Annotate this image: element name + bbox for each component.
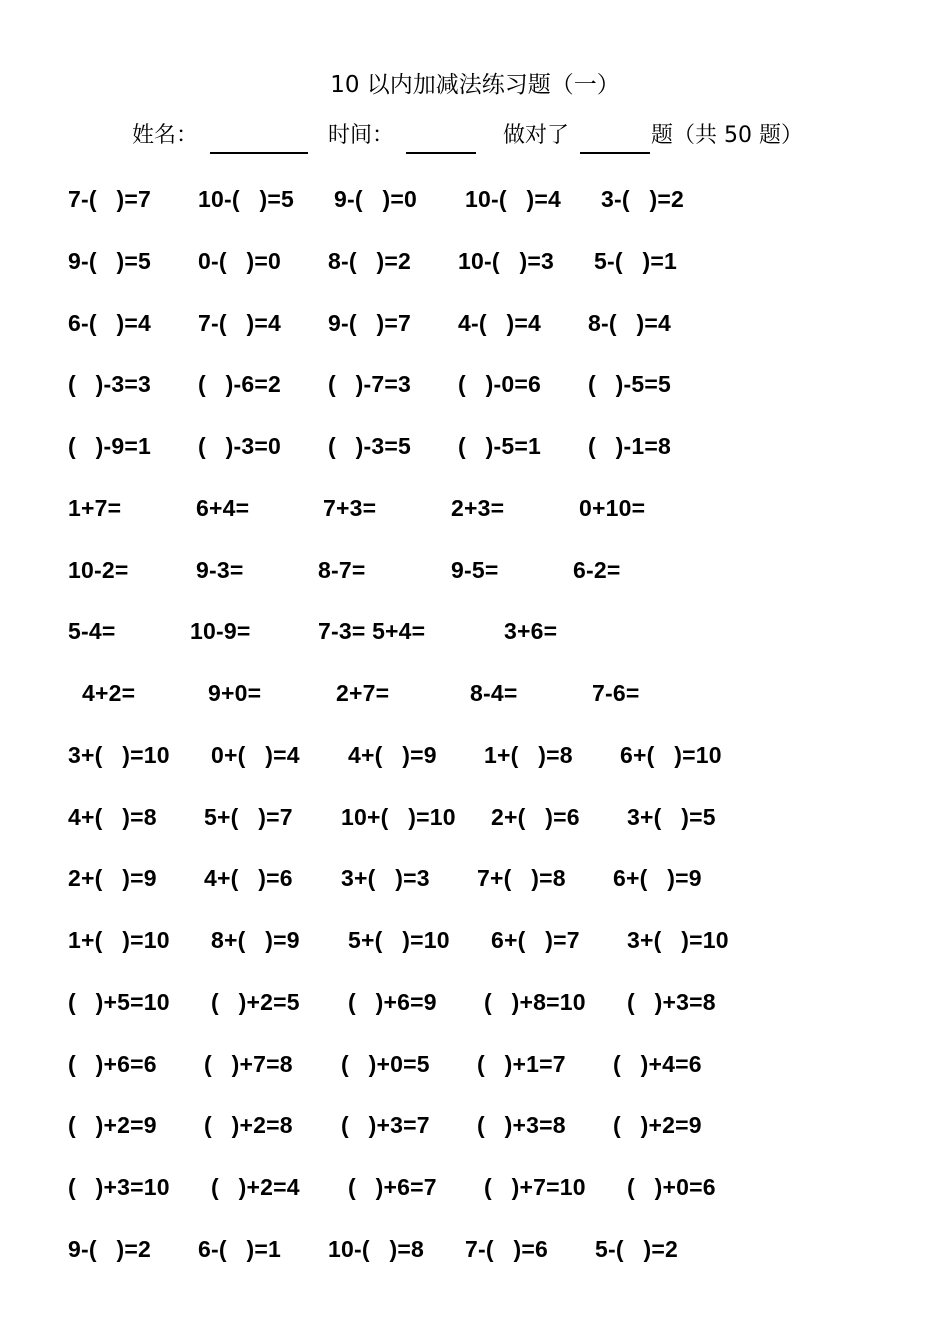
problem-item: 6+4=: [196, 495, 250, 521]
problem-item: 5-( )=1: [594, 248, 677, 274]
problem-item: ( )+6=6: [68, 1051, 157, 1077]
problem-item: 4+( )=6: [204, 865, 293, 891]
problem-item: ( )+8=10: [484, 989, 586, 1015]
problem-item: 9-3=: [196, 557, 244, 583]
problem-item: 3+( )=3: [341, 865, 430, 891]
problem-item: 7-( )=7: [68, 186, 151, 212]
problem-item: 0+10=: [579, 495, 646, 521]
problem-item: 8+( )=9: [211, 927, 300, 953]
problem-item: ( )-3=3: [68, 371, 151, 397]
problem-item: ( )+1=7: [477, 1051, 566, 1077]
problem-item: 4+( )=8: [68, 804, 157, 830]
problem-item: 6-( )=4: [68, 310, 151, 336]
problem-item: 4+2=: [82, 680, 136, 706]
problem-item: 7+( )=8: [477, 865, 566, 891]
problem-item: ( )-5=1: [458, 433, 541, 459]
problem-item: 10-( )=8: [328, 1236, 424, 1262]
problem-item: ( )+2=8: [204, 1112, 293, 1138]
problem-item: 10-( )=5: [198, 186, 294, 212]
problem-item: ( )+3=7: [341, 1112, 430, 1138]
problem-item: 10-2=: [68, 557, 129, 583]
problem-item: ( )+7=10: [484, 1174, 586, 1200]
problem-item: 7+3=: [323, 495, 377, 521]
problem-item: 10-( )=4: [465, 186, 561, 212]
problem-item: 7-( )=6: [465, 1236, 548, 1262]
problem-item: 2+7=: [336, 680, 390, 706]
problem-item: ( )-5=5: [588, 371, 671, 397]
problem-item: ( )-1=8: [588, 433, 671, 459]
problem-item: 5+( )=10: [348, 927, 450, 953]
problem-item: ( )+2=4: [211, 1174, 300, 1200]
total-label: 题（共 50 题）: [651, 123, 803, 148]
name-blank[interactable]: [208, 118, 308, 154]
problem-item: 9+0=: [208, 680, 262, 706]
problem-item: ( )-7=3: [328, 371, 411, 397]
problem-item: ( )+2=5: [211, 989, 300, 1015]
problem-item: 9-5=: [451, 557, 499, 583]
problem-item: 10-( )=3: [458, 248, 554, 274]
time-blank[interactable]: [404, 118, 476, 154]
problem-item: ( )+3=10: [68, 1174, 170, 1200]
problem-item: 7-( )=4: [198, 310, 281, 336]
problem-item: ( )+3=8: [627, 989, 716, 1015]
problem-item: 8-4=: [470, 680, 518, 706]
name-label: 姓名：: [132, 123, 199, 148]
problem-item: ( )+5=10: [68, 989, 170, 1015]
problem-item: 2+( )=6: [491, 804, 580, 830]
student-info-line: [0, 118, 950, 154]
problem-item: 5-4=: [68, 618, 116, 644]
problem-item: ( )+2=9: [68, 1112, 157, 1138]
problem-item: ( )+2=9: [613, 1112, 702, 1138]
problem-item: 5-( )=2: [595, 1236, 678, 1262]
problem-item: 7-3= 5+4=: [318, 618, 426, 644]
problem-item: 5+( )=7: [204, 804, 293, 830]
problem-item: ( )-9=1: [68, 433, 151, 459]
problem-item: ( )+0=6: [627, 1174, 716, 1200]
problem-item: 8-( )=2: [328, 248, 411, 274]
problem-item: 4+( )=9: [348, 742, 437, 768]
problem-item: ( )-0=6: [458, 371, 541, 397]
problem-item: 2+3=: [451, 495, 505, 521]
problem-item: 8-7=: [318, 557, 366, 583]
correct-count-blank[interactable]: [578, 118, 650, 154]
problem-item: ( )+6=7: [348, 1174, 437, 1200]
problem-item: 1+( )=10: [68, 927, 170, 953]
problem-item: 9-( )=2: [68, 1236, 151, 1262]
problem-item: 6-( )=1: [198, 1236, 281, 1262]
problem-item: ( )+0=5: [341, 1051, 430, 1077]
problem-item: 6+( )=7: [491, 927, 580, 953]
problem-item: 6+( )=10: [620, 742, 722, 768]
problem-item: 0-( )=0: [198, 248, 281, 274]
time-label: 时间：: [328, 123, 395, 148]
problem-item: 3+6=: [504, 618, 558, 644]
problem-item: 3-( )=2: [601, 186, 684, 212]
problem-item: ( )+3=8: [477, 1112, 566, 1138]
problem-item: 6-2=: [573, 557, 621, 583]
problem-item: 1+7=: [68, 495, 122, 521]
problem-item: 3+( )=10: [68, 742, 170, 768]
problem-item: 3+( )=5: [627, 804, 716, 830]
problem-item: ( )-6=2: [198, 371, 281, 397]
problem-item: ( )+6=9: [348, 989, 437, 1015]
problem-item: 3+( )=10: [627, 927, 729, 953]
problem-item: 10+( )=10: [341, 804, 456, 830]
problem-item: 9-( )=7: [328, 310, 411, 336]
problem-item: 8-( )=4: [588, 310, 671, 336]
problem-item: 9-( )=5: [68, 248, 151, 274]
problem-item: ( )-3=0: [198, 433, 281, 459]
problem-item: ( )+7=8: [204, 1051, 293, 1077]
problem-item: 1+( )=8: [484, 742, 573, 768]
problem-item: 2+( )=9: [68, 865, 157, 891]
problem-item: 0+( )=4: [211, 742, 300, 768]
problem-item: 10-9=: [190, 618, 251, 644]
problem-item: ( )-3=5: [328, 433, 411, 459]
correct-label: 做对了: [503, 123, 570, 148]
problem-item: 6+( )=9: [613, 865, 702, 891]
page-title: 10 以内加减法练习题（一）: [330, 72, 620, 98]
problem-item: ( )+4=6: [613, 1051, 702, 1077]
problem-item: 7-6=: [592, 680, 640, 706]
problem-item: 9-( )=0: [334, 186, 417, 212]
problem-item: 4-( )=4: [458, 310, 541, 336]
